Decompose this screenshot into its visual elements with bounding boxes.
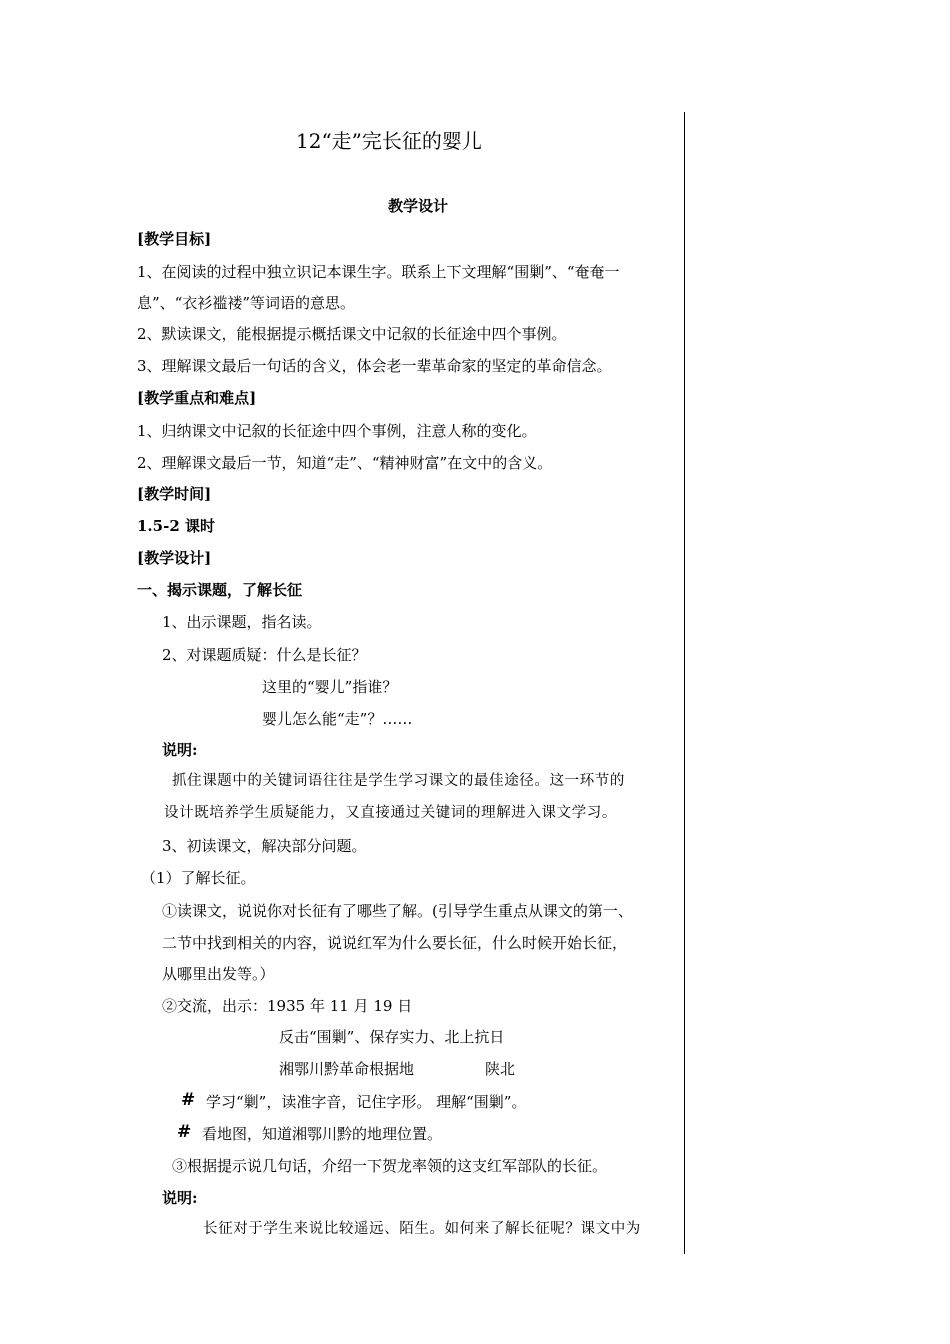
note-2-line-1: 长征对于学生来说比较遥远、陌生。如何来了解长征呢？课文中为 (203, 1221, 641, 1237)
hash-note-2: 看地图，知道湘鄂川黔的地理位置。 (202, 1125, 443, 1143)
item-1-line-3: 从哪里出发等。） (162, 965, 275, 983)
note-1-line-2: 设计既培养学生质疑能力，又直接通过关键词的理解进入课文学习。 (164, 805, 617, 821)
time-value: 1.5-2 课时 (137, 517, 215, 535)
item-1-line-2: 二节中找到相关的内容，说说红军为什么要长征，什么时候开始长征， (162, 934, 628, 952)
goal-1-line-1: 1、在阅读的过程中独立识记本课生字。联系上下文理解“围剿”、“奄奄一 (137, 263, 620, 281)
note-label-1: 说明: (162, 741, 198, 759)
sub-section-1: （1）了解长征。 (141, 869, 256, 887)
key-heading: [教学重点和难点] (137, 389, 257, 407)
goal-heading: [教学目标] (137, 230, 212, 248)
item-2-line-3: 湘鄂川黔革命根据地 (279, 1060, 415, 1078)
hash-note-1: 学习“剿”，读准字音，记住字形。 理解“围剿”。 (206, 1093, 527, 1111)
time-heading: [教学时间] (137, 485, 212, 503)
step-2-question-2: 这里的“婴儿”指谁？ (262, 678, 398, 696)
step-3: 3、初读课文，解决部分问题。 (162, 837, 367, 855)
step-2-question-3: 婴儿怎么能“走”？…… (262, 710, 413, 728)
step-2: 2、对课题质疑：什么是长征？ (162, 646, 367, 664)
item-3: ③根据提示说几句话，介绍一下贺龙率领的这支红军部队的长征。 (172, 1157, 608, 1175)
item-2-destination: 陕北 (485, 1060, 516, 1078)
step-1: 1、出示课题，指名读。 (162, 613, 322, 631)
hash-marker-1: # (181, 1090, 196, 1110)
note-label-2: 说明: (162, 1189, 198, 1207)
document-title: 12“走”完长征的婴儿 (296, 129, 482, 153)
goal-1-line-2: 息”、“衣衫褴褛”等词语的意思。 (137, 294, 356, 312)
item-2: ②交流，出示：1935 年 11 月 19 日 (162, 997, 413, 1015)
document-subtitle: 教学设计 (388, 197, 449, 215)
note-1-line-1: 抓住课题中的关键词语往往是学生学习课文的最佳途径。这一环节的 (172, 773, 625, 789)
part-1-heading: 一、揭示课题，了解长征 (137, 581, 303, 599)
key-2: 2、理解课文最后一节，知道“走”、“精神财富”在文中的含义。 (137, 454, 553, 472)
goal-3: 3、理解课文最后一句话的含义，体会老一辈革命家的坚定的革命信念。 (137, 357, 612, 375)
design-heading: [教学设计] (137, 549, 212, 567)
hash-marker-2: # (177, 1122, 192, 1142)
page-right-border (684, 112, 685, 1254)
key-1: 1、归纳课文中记叙的长征途中四个事例，注意人称的变化。 (137, 422, 537, 440)
goal-2: 2、默读课文，能根据提示概括课文中记叙的长征途中四个事例。 (137, 325, 567, 343)
item-1-line-1: ①读课文，说说你对长征有了哪些了解。(引导学生重点从课文的第一、 (162, 902, 633, 920)
item-2-line-2: 反击“围剿”、保存实力、北上抗日 (279, 1028, 505, 1046)
